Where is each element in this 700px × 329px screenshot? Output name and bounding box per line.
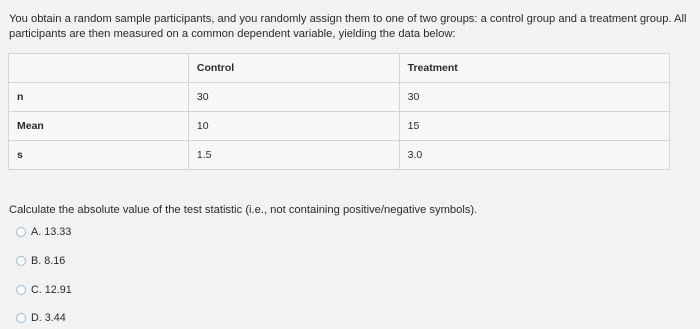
- table-header-row: [9, 54, 670, 83]
- radio-button-icon[interactable]: [16, 285, 26, 295]
- table-row: [9, 83, 670, 112]
- option-d-label: D. 3.44: [31, 312, 66, 324]
- row-label-n: n: [9, 83, 189, 112]
- option-d[interactable]: [16, 312, 66, 324]
- radio-button-icon[interactable]: [16, 256, 26, 266]
- option-c-label: C. 12.91: [31, 284, 72, 296]
- data-table: [8, 53, 670, 170]
- cell-control-s: 1.5: [188, 141, 399, 170]
- row-label-mean: Mean: [9, 112, 189, 141]
- option-c[interactable]: [16, 284, 72, 296]
- table-header-control: Control: [188, 54, 399, 83]
- cell-treatment-mean: 15: [399, 112, 669, 141]
- prompt-text: Calculate the absolute value of the test statistic (i.e., not containing positive/negative symbols).: [9, 204, 478, 216]
- option-a-label: A. 13.33: [31, 226, 72, 238]
- cell-treatment-s: 3.0: [399, 141, 669, 170]
- table-header-empty: [9, 54, 189, 83]
- option-b-label: B. 8.16: [31, 255, 66, 267]
- radio-button-icon[interactable]: [16, 313, 26, 323]
- question-text: You obtain a random sample participants, and you randomly assign them to one of two groups: a control group and a treatment group. All participants are then measured on a common dependent variable, yielding the data below:: [9, 13, 687, 40]
- cell-control-mean: 10: [188, 112, 399, 141]
- cell-control-n: 30: [188, 83, 399, 112]
- cell-treatment-n: 30: [399, 83, 669, 112]
- table-row: [9, 112, 670, 141]
- option-a[interactable]: [16, 226, 71, 238]
- option-b[interactable]: [16, 255, 65, 267]
- row-label-s: s: [9, 141, 189, 170]
- radio-button-icon[interactable]: [16, 227, 26, 237]
- table-row: [9, 141, 670, 170]
- table-header-treatment: Treatment: [399, 54, 669, 83]
